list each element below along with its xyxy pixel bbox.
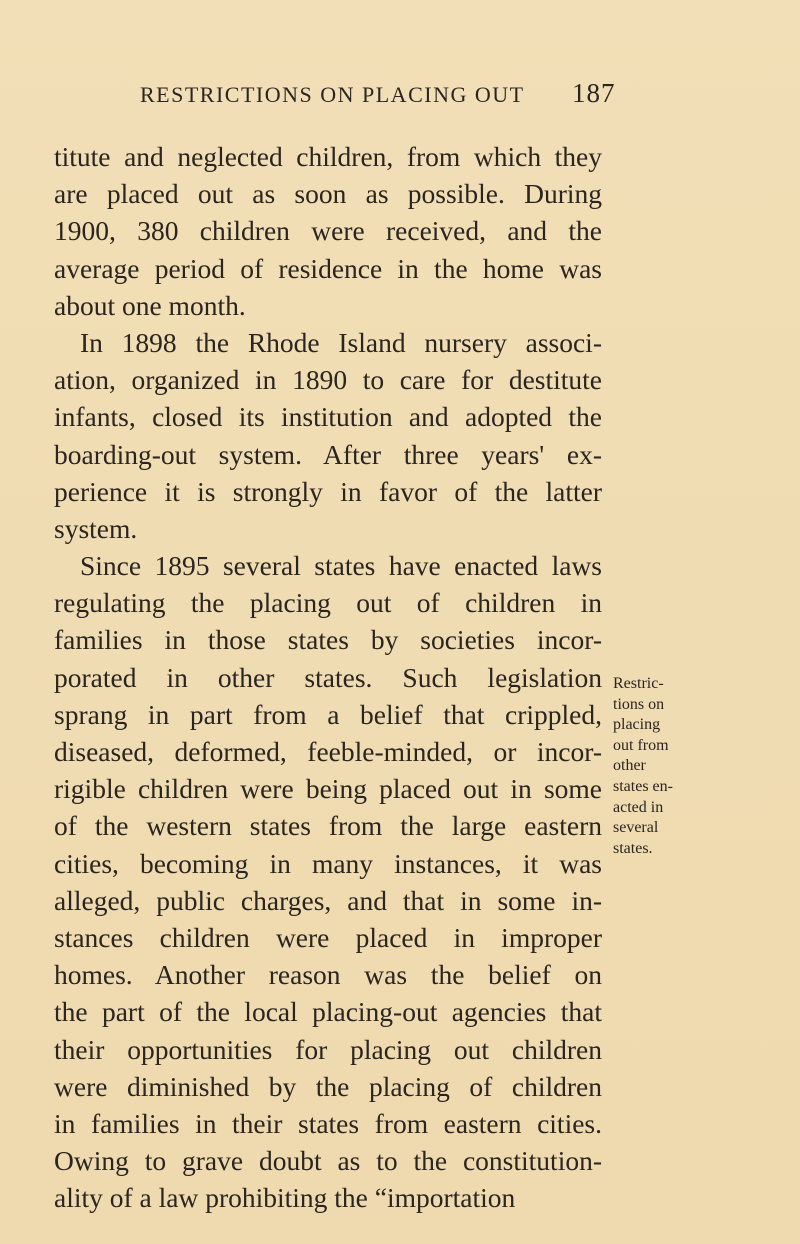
text-line: perience it is strongly in favor of the latter [54, 475, 602, 507]
text-line: regulating the placing out of children in [54, 587, 602, 619]
running-head-title: RESTRICTIONS ON PLACING OUT [140, 82, 525, 107]
text-line: rigible children were being placed out in some [54, 773, 602, 805]
text-line: average period of residence in the home was [54, 252, 602, 284]
margin-note [613, 674, 713, 859]
margin-note-line: acted in [613, 798, 664, 816]
text-line: infants, closed its institution and adopted the [54, 401, 602, 433]
text-line: Owing to grave doubt as to the constitution- [54, 1145, 602, 1177]
text-line: were diminished by the placing of children [54, 1070, 602, 1102]
text-line: stances children were placed in improper [54, 921, 602, 953]
margin-note-line: tions on [613, 695, 665, 713]
text-line: of the western states from the large eastern [54, 810, 602, 842]
text-line: diseased, deformed, feeble-minded, or incor- [54, 736, 602, 767]
text-line: titute and neglected children, from which they [54, 141, 602, 172]
body-text [54, 138, 602, 1216]
margin-note-line: Restric- [613, 675, 664, 692]
text-line: Since 1895 several states have enacted laws [80, 550, 602, 582]
margin-note-line: states en- [613, 777, 673, 795]
text-line: boarding-out system. After three years' ex- [54, 438, 602, 470]
text-line: in families in their states from eastern cities. [54, 1107, 602, 1139]
text-line: are placed out as soon as possible. During [54, 178, 602, 210]
text-line: alleged, public charges, and that in some in- [54, 884, 602, 916]
running-head [140, 78, 620, 108]
page-number: 187 [572, 78, 616, 108]
text-line: ality of a law prohibiting the “importation [54, 1182, 516, 1214]
margin-note-line: states. [613, 839, 653, 857]
text-line: families in those states by societies incor- [54, 624, 602, 656]
text-line: 1900, 380 children were received, and the [54, 215, 602, 247]
text-line: the part of the local placing-out agencies that [54, 996, 602, 1028]
margin-note-line: several [613, 819, 659, 837]
text-line: about one month. [54, 289, 246, 321]
margin-note-line: placing [613, 716, 661, 734]
text-line: homes. Another reason was the belief on [54, 959, 602, 991]
text-line: sprang in part from a belief that crippled, [54, 698, 602, 730]
text-line: ation, organized in 1890 to care for destitute [54, 364, 602, 396]
margin-note-line: other [613, 757, 646, 775]
text-line: system. [54, 512, 138, 544]
text-line: In 1898 the Rhode Island nursery associ- [80, 326, 602, 358]
text-line: porated in other states. Such legislation [54, 661, 602, 693]
text-line: cities, becoming in many instances, it was [54, 847, 602, 879]
text-line: their opportunities for placing out children [54, 1033, 602, 1065]
margin-note-line: out from [613, 736, 669, 754]
